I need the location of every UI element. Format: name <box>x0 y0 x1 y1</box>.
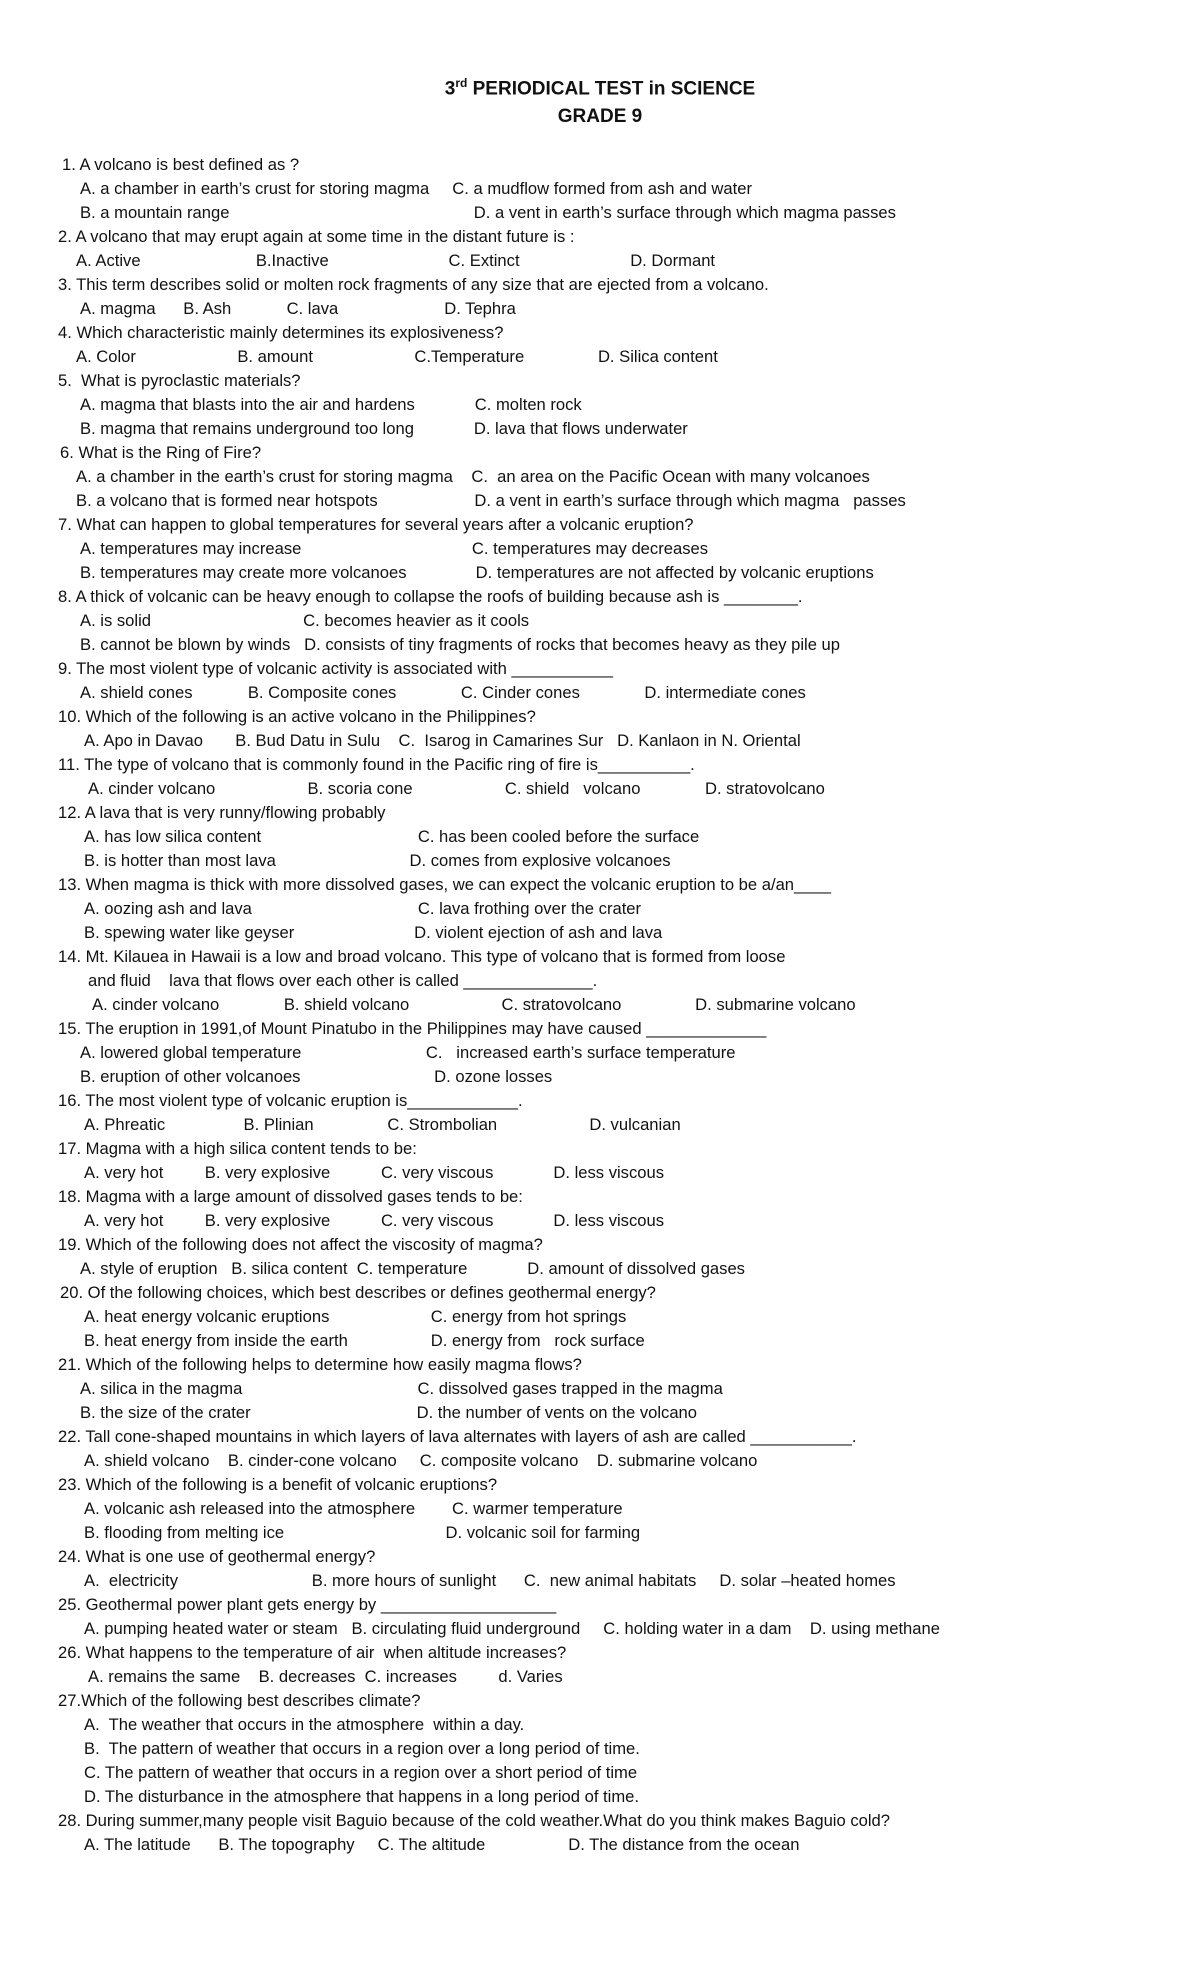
question-27: 27.Which of the following best describes climate? <box>58 1691 421 1710</box>
question-11: 11. The type of volcano that is commonly found in the Pacific ring of fire is__________. <box>58 755 695 774</box>
choices-17: A. very hot B. very explosive C. very viscous D. less viscous <box>84 1163 665 1182</box>
choices-21a: A. silica in the magma C. dissolved gases trapped in the magma <box>80 1379 723 1398</box>
question-18: 18. Magma with a large amount of dissolved gases tends to be: <box>58 1187 523 1206</box>
choices-23a: A. volcanic ash released into the atmosphere C. warmer temperature <box>84 1499 623 1518</box>
choices-15a: A. lowered global temperature C. increased earth’s surface temperature <box>80 1043 736 1062</box>
question-14: 14. Mt. Kilauea in Hawaii is a low and broad volcano. This type of volcano that is formed from loose <box>58 947 786 966</box>
question-15: 15. The eruption in 1991,of Mount Pinatubo in the Philippines may have caused _____________ <box>58 1019 767 1038</box>
choices-13a: A. oozing ash and lava C. lava frothing over the crater <box>84 899 642 918</box>
choices-13b: B. spewing water like geyser D. violent ejection of ash and lava <box>84 923 663 942</box>
choices-6b: B. a volcano that is formed near hotspots D. a vent in earth’s surface through which magma passes <box>76 491 906 510</box>
question-2: 2. A volcano that may erupt again at some time in the distant future is : <box>58 227 575 246</box>
choices-5a: A. magma that blasts into the air and hardens C. molten rock <box>80 395 582 414</box>
choices-16: A. Phreatic B. Plinian C. Strombolian D. vulcanian <box>84 1115 681 1134</box>
test-title <box>0 76 1200 100</box>
choices-24: A. electricity B. more hours of sunlight C. new animal habitats D. solar –heated homes <box>84 1571 896 1590</box>
question-3: 3. This term describes solid or molten rock fragments of any size that are ejected from a volcano. <box>58 275 769 294</box>
title-ordinal: 3 <box>444 78 456 100</box>
choices-23b: B. flooding from melting ice D. volcanic soil for farming <box>84 1523 641 1542</box>
question-4: 4. Which characteristic mainly determines its explosiveness? <box>58 323 504 342</box>
title-text: PERIODICAL TEST in SCIENCE <box>467 78 756 100</box>
choices-20a: A. heat energy volcanic eruptions C. energy from hot springs <box>84 1307 627 1326</box>
choices-20b: B. heat energy from inside the earth D. energy from rock surface <box>84 1331 645 1350</box>
choices-1b: B. a mountain range D. a vent in earth’s surface through which magma passes <box>80 203 896 222</box>
question-14-continued: and fluid lava that flows over each other is called ______________. <box>88 971 598 990</box>
question-25: 25. Geothermal power plant gets energy by ___________________ <box>58 1595 557 1614</box>
question-19: 19. Which of the following does not affect the viscosity of magma? <box>58 1235 543 1254</box>
choices-6a: A. a chamber in the earth’s crust for storing magma C. an area on the Pacific Ocean with many volcanoes <box>76 467 870 486</box>
choices-8b: B. cannot be blown by winds D. consists of tiny fragments of rocks that becomes heavy as they pile up <box>80 635 841 654</box>
choices-22: A. shield volcano B. cinder-cone volcano C. composite volcano D. submarine volcano <box>84 1451 758 1470</box>
choices-1a: A. a chamber in earth’s crust for storing magma C. a mudflow formed from ash and water <box>80 179 753 198</box>
question-6: 6. What is the Ring of Fire? <box>60 443 262 462</box>
choices-28: A. The latitude B. The topography C. The altitude D. The distance from the ocean <box>84 1835 800 1854</box>
choices-27c: C. The pattern of weather that occurs in a region over a short period of time <box>84 1763 638 1782</box>
question-8: 8. A thick of volcanic can be heavy enough to collapse the roofs of building because ash is ________. <box>58 587 803 606</box>
title-ordinal-suffix: rd <box>455 76 468 90</box>
question-20: 20. Of the following choices, which best describes or defines geothermal energy? <box>60 1283 656 1302</box>
choices-4: A. Color B. amount C.Temperature D. Silica content <box>76 347 718 366</box>
choices-26: A. remains the same B. decreases C. increases d. Varies <box>88 1667 563 1686</box>
choices-25: A. pumping heated water or steam B. circulating fluid underground C. holding water in a dam D. using methane <box>84 1619 940 1638</box>
choices-7b: B. temperatures may create more volcanoes D. temperatures are not affected by volcanic eruptions <box>80 563 874 582</box>
choices-19: A. style of eruption B. silica content C. temperature D. amount of dissolved gases <box>80 1259 745 1278</box>
question-13: 13. When magma is thick with more dissolved gases, we can expect the volcanic eruption to be a/an____ <box>58 875 831 894</box>
choices-12b: B. is hotter than most lava D. comes from explosive volcanoes <box>84 851 671 870</box>
choices-27a: A. The weather that occurs in the atmosphere within a day. <box>84 1715 525 1734</box>
choices-14: A. cinder volcano B. shield volcano C. stratovolcano D. submarine volcano <box>92 995 856 1014</box>
question-17: 17. Magma with a high silica content tends to be: <box>58 1139 417 1158</box>
question-23: 23. Which of the following is a benefit of volcanic eruptions? <box>58 1475 498 1494</box>
question-7: 7. What can happen to global temperatures for several years after a volcanic eruption? <box>58 515 694 534</box>
question-5: 5. What is pyroclastic materials? <box>58 371 301 390</box>
question-21: 21. Which of the following helps to determine how easily magma flows? <box>58 1355 582 1374</box>
choices-15b: B. eruption of other volcanoes D. ozone losses <box>80 1067 553 1086</box>
question-16: 16. The most violent type of volcanic eruption is____________. <box>58 1091 523 1110</box>
choices-27d: D. The disturbance in the atmosphere that happens in a long period of time. <box>84 1787 640 1806</box>
choices-2: A. Active B.Inactive C. Extinct D. Dormant <box>76 251 716 270</box>
choices-12a: A. has low silica content C. has been cooled before the surface <box>84 827 700 846</box>
question-24: 24. What is one use of geothermal energy? <box>58 1547 376 1566</box>
question-28: 28. During summer,many people visit Baguio because of the cold weather.What do you think makes Baguio cold? <box>58 1811 891 1830</box>
choices-5b: B. magma that remains underground too long D. lava that flows underwater <box>80 419 688 438</box>
question-12: 12. A lava that is very runny/flowing probably <box>58 803 386 822</box>
choices-3: A. magma B. Ash C. lava D. Tephra <box>80 299 516 318</box>
question-22: 22. Tall cone-shaped mountains in which layers of lava alternates with layers of ash are called ___________. <box>58 1427 857 1446</box>
question-9: 9. The most violent type of volcanic activity is associated with ___________ <box>58 659 613 678</box>
choices-7a: A. temperatures may increase C. temperatures may decreases <box>80 539 709 558</box>
question-26: 26. What happens to the temperature of air when altitude increases? <box>58 1643 567 1662</box>
choices-21b: B. the size of the crater D. the number of vents on the volcano <box>80 1403 698 1422</box>
choices-10: A. Apo in Davao B. Bud Datu in Sulu C. Isarog in Camarines Sur D. Kanlaon in N. Oriental <box>84 731 801 750</box>
choices-8a: A. is solid C. becomes heavier as it cools <box>80 611 530 630</box>
question-10: 10. Which of the following is an active volcano in the Philippines? <box>58 707 536 726</box>
choices-18: A. very hot B. very explosive C. very viscous D. less viscous <box>84 1211 665 1230</box>
question-1: 1. A volcano is best defined as ? <box>62 155 300 174</box>
choices-9: A. shield cones B. Composite cones C. Cinder cones D. intermediate cones <box>80 683 806 702</box>
grade-level: GRADE 9 <box>557 106 643 127</box>
choices-11: A. cinder volcano B. scoria cone C. shield volcano D. stratovolcano <box>88 779 825 798</box>
choices-27b: B. The pattern of weather that occurs in a region over a long period of time. <box>84 1739 640 1758</box>
